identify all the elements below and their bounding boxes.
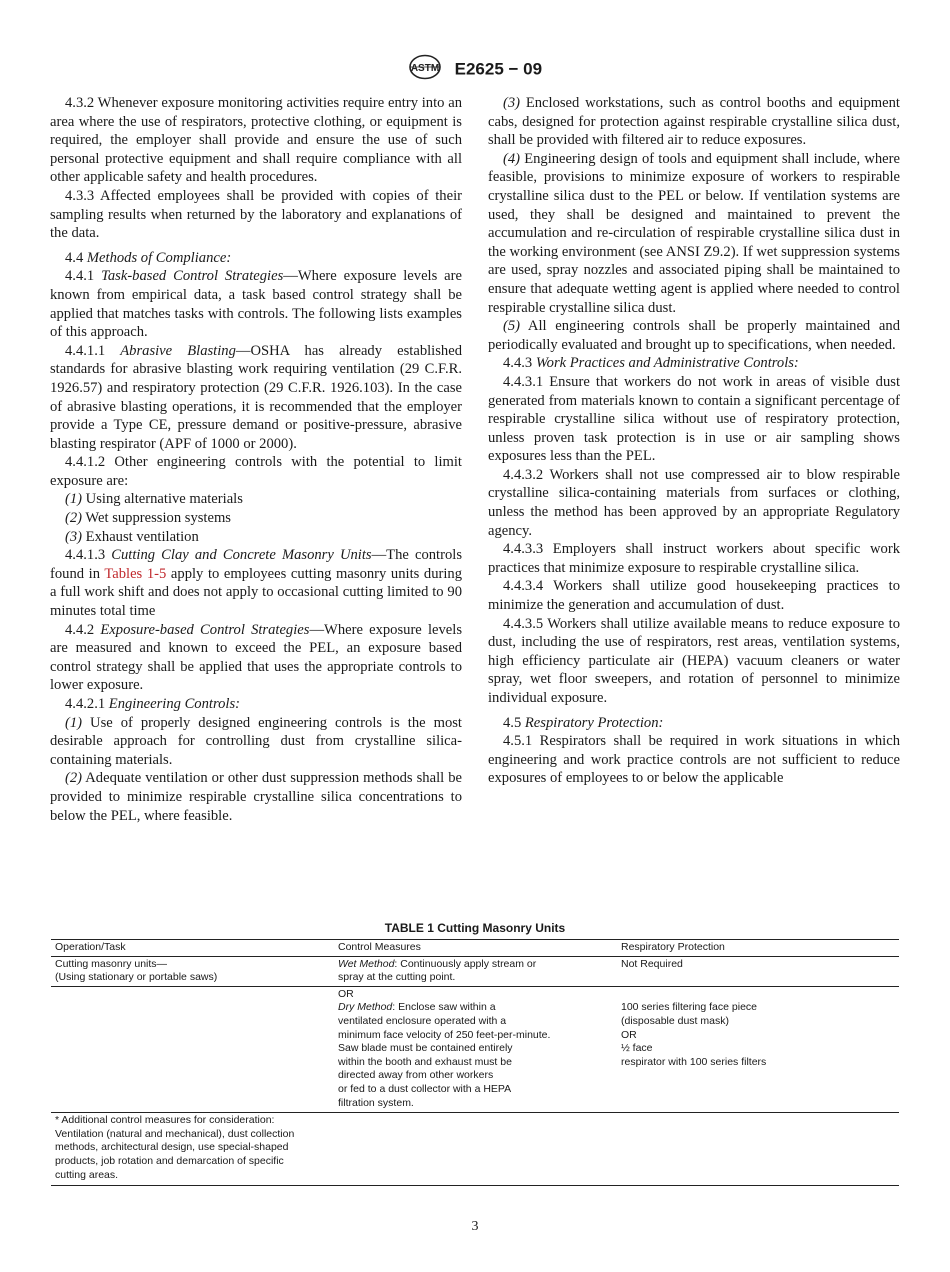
table-cell-operation [51, 956, 334, 986]
cell-line: ½ face [621, 1042, 653, 1055]
paragraph [50, 528, 462, 547]
footnote-line: Ventilation (natural and mechanical), dust collection [55, 1127, 295, 1140]
footnote-line: methods, architectural design, use special-shaped [55, 1141, 289, 1154]
italic-heading: Exposure-based Control Strategies [100, 621, 310, 638]
italic-heading: (2) [65, 510, 83, 527]
cutting-masonry-table [51, 939, 899, 1186]
italic-heading: (2) [65, 770, 83, 787]
section-number: 4.4 [65, 249, 87, 266]
paragraph [488, 615, 900, 708]
italic-heading: Respiratory Protection: [524, 714, 664, 731]
paragraph-text: 4.4.3.3 Employers shall instruct workers about specific work practices that minimize exposure to respirable crystalline silica. [488, 541, 900, 576]
italic-heading: (3) [503, 95, 521, 111]
page-header [0, 54, 950, 85]
table-cell-control [334, 956, 617, 986]
section-number: 4.4.3 [503, 355, 536, 372]
paragraph-text: —Where exposure levels are measured and known to exceed the PEL, an exposure based control strategy shall be applied that uses the appropriate controls to lower exposure. [50, 621, 463, 694]
cell-line: directed away from other workers [338, 1069, 494, 1082]
table-header-operation: Operation/Task [51, 940, 334, 957]
italic-heading: (4) [503, 150, 521, 167]
italic-heading: (1) [65, 491, 83, 508]
paragraph [488, 714, 900, 733]
italic-heading: (5) [503, 318, 521, 335]
paragraph-text: Exhaust ventilation [82, 528, 199, 545]
cell-line: 100 series filtering face piece [621, 1001, 757, 1014]
paragraph [488, 540, 900, 577]
section-number: 4.4.2.1 [65, 696, 109, 712]
table-footnote-cell [51, 1113, 334, 1186]
paragraph [488, 466, 900, 540]
paragraph-text: Wet suppression systems [82, 510, 231, 527]
footnote-line: products, job rotation and demarcation of specific [55, 1154, 284, 1167]
paragraph [488, 577, 900, 614]
cell-line: filtration system. [338, 1096, 414, 1109]
tables-link[interactable]: Tables 1-5 [104, 565, 167, 582]
table-cell-respiratory [617, 986, 899, 1112]
paragraph-text: 4.3.3 Affected employees shall be provided with copies of their sampling results when returned by the laboratory and explanations of the data. [50, 187, 462, 242]
section-number: 4.4.1.3 [65, 547, 112, 564]
paragraph-text: —Where exposure levels are known from empirical data, a task based control strategy shall be applied that matches tasks with controls. The following lists examples of this approach. [50, 268, 462, 341]
paragraph-text: 4.4.3.5 Workers shall utilize available means to reduce exposure to dust, including the use of respirators, rest areas, ventilation systems, high efficiency particulate air (HEPA) vacuum cleaners or water spray, wet floor sweepers, and rotation of personnel to minimize individual exposure. [488, 615, 900, 706]
paragraph [50, 249, 462, 268]
cell-text: : Enclose saw within a [392, 1001, 496, 1014]
paragraph-text: 4.4.1.2 Other engineering controls with the potential to limit exposure are: [50, 454, 462, 489]
footnote-line: * Additional control measures for consideration: [55, 1114, 275, 1127]
table-header-row [51, 940, 899, 957]
paragraph [50, 695, 462, 714]
paragraph-text: Adequate ventilation or other dust suppression methods shall be provided to minimize respirable crystalline silica concentrations to below the PEL, where feasible. [50, 770, 462, 824]
italic-heading: Cutting Clay and Concrete Masonry Units [111, 547, 372, 564]
paragraph-text: 4.4.3.1 Ensure that workers do not work in areas of visible dust generated from materials known to contain a significant percentage of respirable crystalline silica without use of respiratory protection, unless proven task protection is in use or air sampling shows exposures less than the PEL. [488, 373, 900, 465]
paragraph [50, 714, 462, 770]
right-text-column [488, 94, 900, 788]
paragraph [50, 769, 462, 825]
table-header-respiratory: Respiratory Protection [617, 940, 899, 957]
cell-line: respirator with 100 series filters [621, 1055, 767, 1068]
italic-heading: Methods of Compliance: [86, 249, 232, 266]
italic-heading: Abrasive Blasting [120, 342, 236, 359]
cell-line [338, 958, 613, 972]
page-number: 3 [471, 1219, 479, 1234]
paragraph [50, 509, 462, 528]
paragraph-text: Using alternative materials [82, 491, 243, 508]
table-cell-respiratory [617, 956, 899, 986]
paragraph [50, 621, 462, 695]
paragraph [50, 490, 462, 509]
cell-line: Cutting masonry units— [55, 957, 168, 970]
paragraph [488, 150, 900, 317]
italic-heading: Task-based Control Strategies [101, 268, 284, 285]
paragraph [50, 267, 462, 341]
paragraph [50, 187, 462, 243]
cell-line: Not Required [621, 957, 683, 970]
paragraph-text: Enclosed workstations, such as control booths and equipment cabs, designed for protection against respirable crystalline silica dust, shall be provided with filtered air to reduce exposures. [488, 95, 900, 149]
paragraph-text: —The controls found in [50, 547, 462, 582]
paragraph [50, 546, 462, 620]
italic-heading: Engineering Controls: [108, 696, 240, 712]
paragraph-text: —OSHA has already established standards for abrasive blasting work requiring ventilation (29 C.F.R. 1926.57) and respiratory protection (29 C.F.R. 1926.103). In the case of abrasive blasting operations, it is recommended that the employer provide a Type CE, pressure demand or positive-pressure, abrasive blasting respirator (APF of 1000 or 2000). [50, 342, 462, 452]
paragraph [50, 453, 462, 490]
paragraph [488, 317, 900, 354]
table-title: TABLE 1 Cutting Masonry Units [384, 921, 566, 935]
paragraph-text: 4.5.1 Respirators shall be required in work situations in which engineering and work practice controls are not sufficient to reduce exposures of employees to or below the applicable [488, 733, 900, 787]
paragraph [488, 373, 900, 466]
section-number: 4.4.1 [65, 268, 102, 285]
italic-heading: (1) [65, 714, 83, 731]
table-cell-control [334, 1113, 617, 1186]
cell-line: or fed to a dust collector with a HEPA [338, 1082, 512, 1095]
cell-line [338, 1001, 613, 1015]
paragraph-text: Engineering design of tools and equipment shall include, where feasible, provisions to minimize exposure of workers to respirable crystalline silica dust to the PEL or below. If ventilation systems are used, they shall be designed and maintained to prevent the accumulation and re-circulation of respirable crystalline silica dust in the working environment (see ANSI Z9.2). If wet suppression systems are used, spray nozzles and associated piping shall be maintained to ensure that adequate wetting agent is applied where needed to control respirable crystalline silica dust. [488, 150, 900, 316]
paragraph [488, 354, 900, 373]
cell-line: OR [621, 1028, 637, 1041]
section-number: 4.4.1.1 [65, 342, 121, 359]
cell-line: ventilated enclosure operated with a [338, 1014, 507, 1027]
table-row [51, 1113, 899, 1186]
document-designation: E2625 − 09 [454, 59, 543, 79]
footnote-line: cutting areas. [55, 1168, 119, 1181]
cell-line: OR [338, 987, 354, 1000]
section-number: 4.4.2 [65, 621, 101, 638]
paragraph-text: All engineering controls shall be properly maintained and periodically evaluated and brought up to specifications, when needed. [488, 318, 900, 353]
paragraph-text: Use of properly designed engineering controls is the most desirable approach for controlling dust from crystalline silica-containing materials. [50, 714, 462, 768]
section-number: 4.5 [503, 714, 525, 731]
paragraph-text: 4.4.3.2 Workers shall not use compressed air to blow respirable crystalline silica-containing materials from surfaces or clothing, unless the method has been approved by an appropriate Regulatory agency. [488, 466, 900, 539]
table-cell-operation [51, 986, 334, 1112]
cell-text: : Continuously apply stream or [394, 957, 537, 970]
paragraph [488, 94, 900, 150]
table-row [51, 956, 899, 986]
cell-line: (disposable dust mask) [621, 1014, 729, 1027]
wet-method-label: Wet Method [338, 957, 395, 970]
italic-heading: Work Practices and Administrative Controls: [535, 355, 799, 372]
cell-line: Saw blade must be contained entirely [338, 1042, 513, 1055]
paragraph [50, 94, 462, 187]
table-header-control: Control Measures [334, 940, 617, 957]
italic-heading: (3) [65, 528, 83, 545]
table-cell-control [334, 986, 617, 1112]
table-cell-respiratory [617, 1113, 899, 1186]
paragraph [50, 342, 462, 454]
paragraph-text: 4.4.3.4 Workers shall utilize good housekeeping practices to minimize the generation and accumulation of dust. [488, 578, 900, 614]
paragraph [488, 732, 900, 788]
cell-line: minimum face velocity of 250 feet-per-minute. [338, 1028, 551, 1041]
paragraph-text: apply to employees cutting masonry units during a full work shift and does not apply to occasional cutting limited to 90 minutes total time [50, 565, 463, 620]
table-row [51, 986, 899, 1112]
cell-line: spray at the cutting point. [338, 971, 456, 984]
astm-logo-text: ASTM [410, 63, 440, 74]
cell-line: within the booth and exhaust must be [338, 1055, 512, 1068]
astm-logo-icon [408, 54, 442, 85]
dry-method-label: Dry Method [338, 1001, 393, 1014]
left-text-column [50, 94, 462, 825]
cell-line [621, 988, 895, 1002]
cell-line: (Using stationary or portable saws) [55, 971, 218, 984]
paragraph-text: 4.3.2 Whenever exposure monitoring activities require entry into an area where the use of respirators, protective clothing, or equipment is required, the employer shall provide and ensure the use of such personal protective equipment and shall require compliance with all other applicable safety and health procedures. [50, 95, 462, 186]
